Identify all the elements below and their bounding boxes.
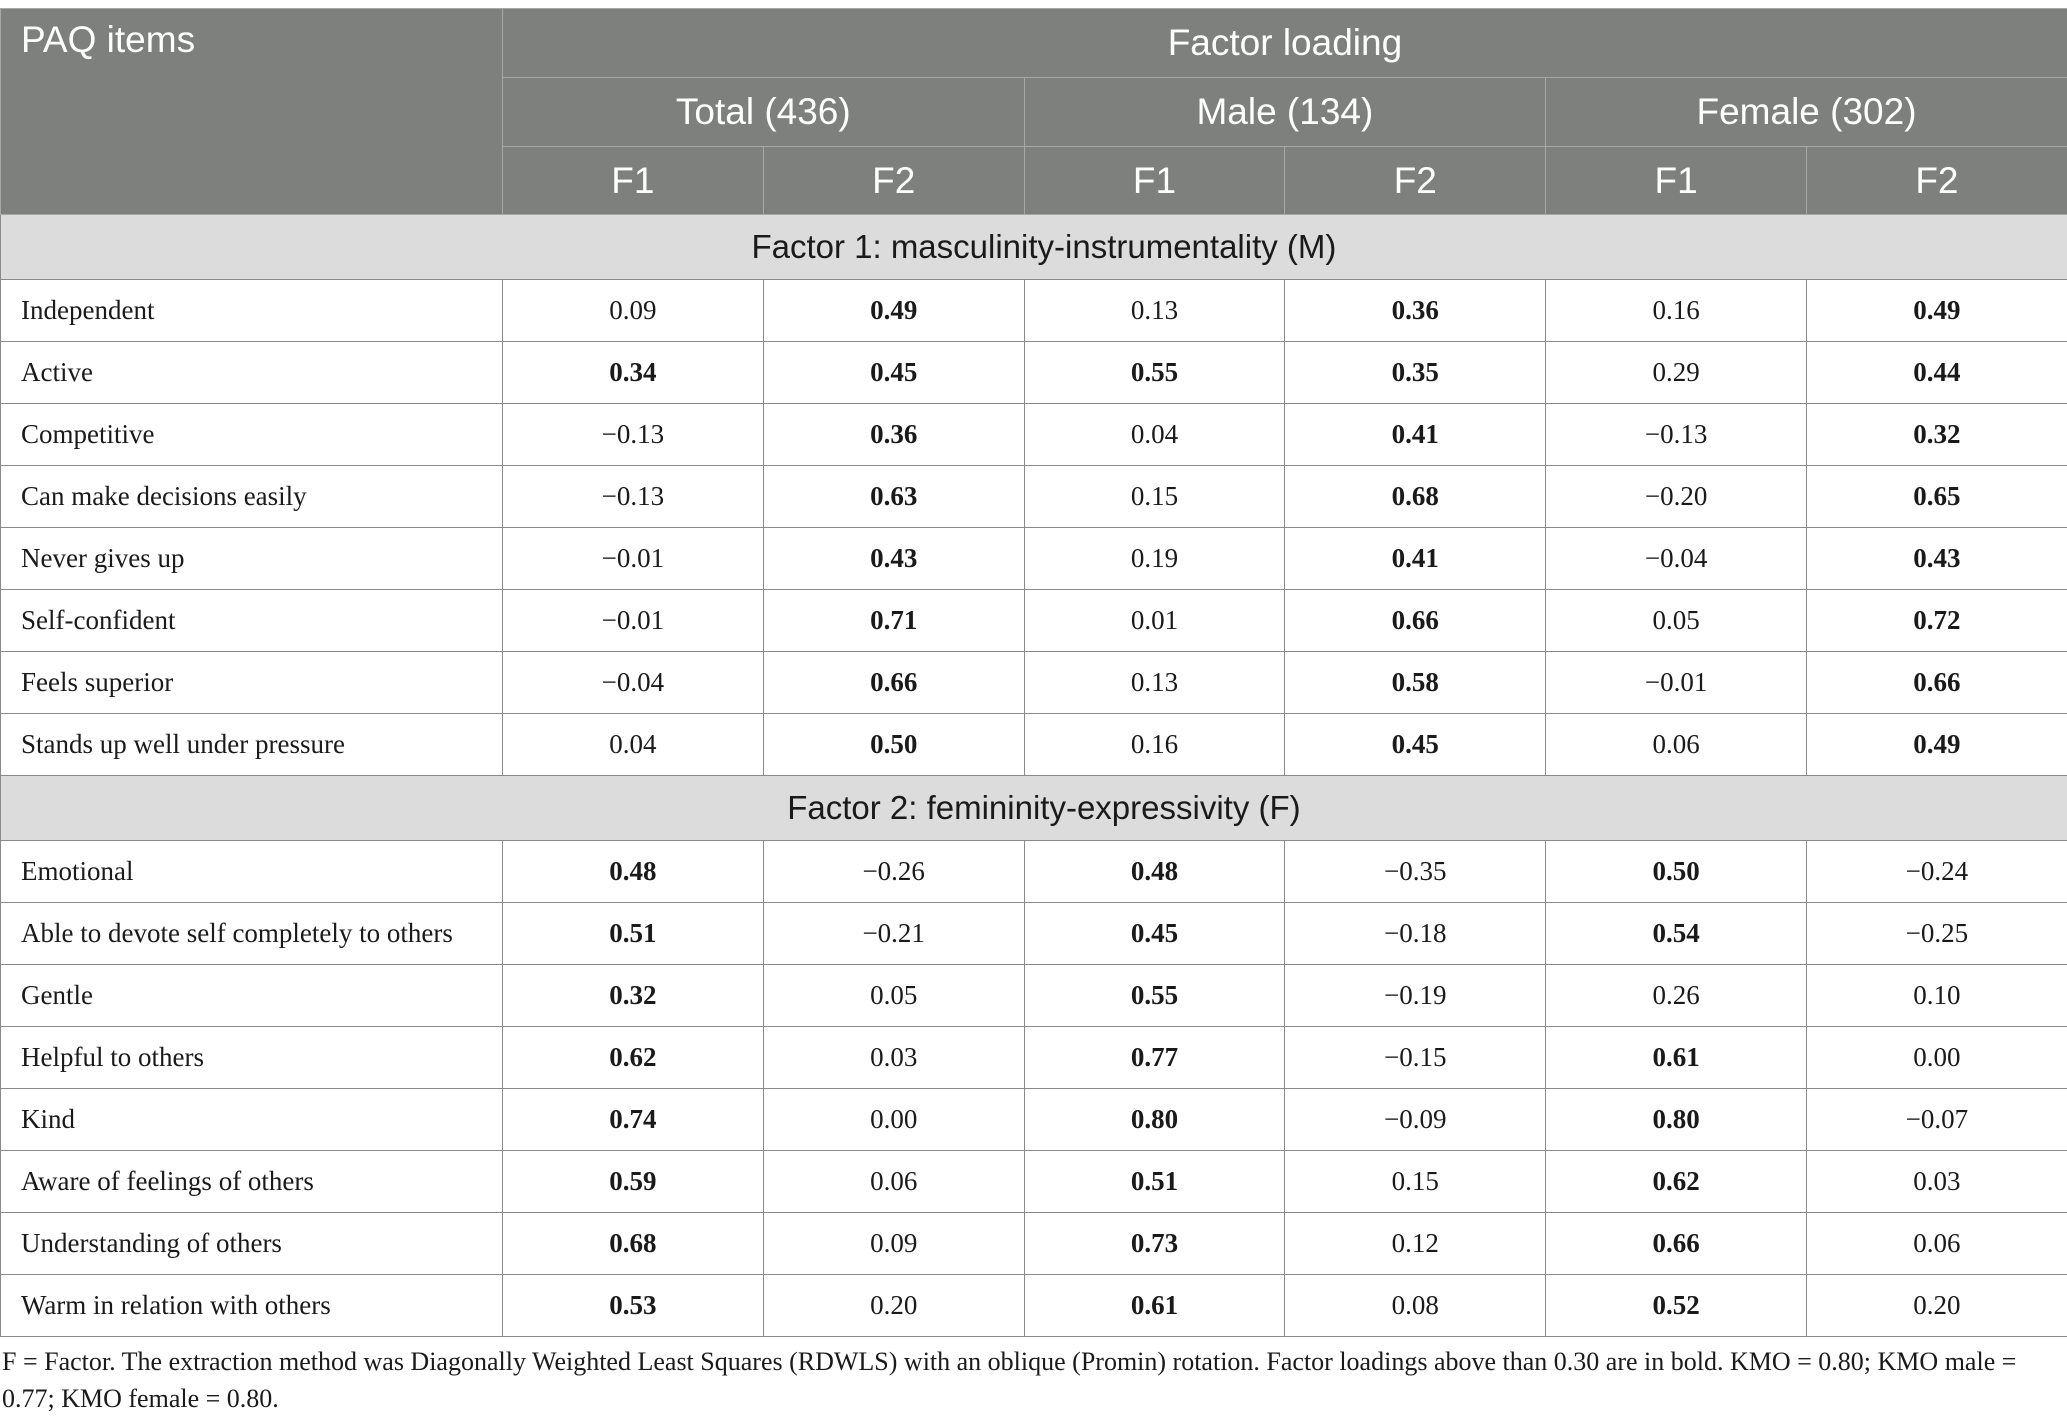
loading-cell: 0.12	[1285, 1213, 1546, 1275]
header-group-male: Male (134)	[1024, 78, 1546, 147]
loading-cell: −0.07	[1806, 1089, 2067, 1151]
item-label: Feels superior	[1, 652, 503, 714]
loading-cell: 0.45	[763, 342, 1024, 404]
loading-cell: −0.19	[1285, 965, 1546, 1027]
loading-cell: 0.19	[1024, 528, 1285, 590]
loading-cell: −0.26	[763, 841, 1024, 903]
loading-cell: 0.08	[1285, 1275, 1546, 1337]
loading-cell: 0.09	[503, 280, 764, 342]
section-title: Factor 1: masculinity-instrumentality (M)	[1, 215, 2067, 280]
item-label: Aware of feelings of others	[1, 1151, 503, 1213]
loading-cell: 0.44	[1806, 342, 2067, 404]
loading-cell: 0.35	[1285, 342, 1546, 404]
item-label: Warm in relation with others	[1, 1275, 503, 1337]
loading-cell: 0.16	[1546, 280, 1807, 342]
loading-cell: 0.45	[1024, 903, 1285, 965]
loading-cell: 0.36	[763, 404, 1024, 466]
loading-cell: 0.41	[1285, 404, 1546, 466]
table-row	[1, 466, 2067, 528]
table-row	[1, 1213, 2067, 1275]
loading-cell: −0.21	[763, 903, 1024, 965]
item-label: Independent	[1, 280, 503, 342]
loading-cell: −0.20	[1546, 466, 1807, 528]
table-row	[1, 841, 2067, 903]
loading-cell: 0.77	[1024, 1027, 1285, 1089]
item-label: Gentle	[1, 965, 503, 1027]
loading-cell: 0.61	[1546, 1027, 1807, 1089]
table-header	[1, 9, 2067, 215]
header-subcol: F2	[763, 147, 1024, 215]
table-row	[1, 965, 2067, 1027]
loading-cell: 0.66	[1546, 1213, 1807, 1275]
loading-cell: 0.48	[503, 841, 764, 903]
loading-cell: 0.00	[1806, 1027, 2067, 1089]
item-label: Emotional	[1, 841, 503, 903]
table-body	[1, 215, 2067, 1337]
item-label: Self-confident	[1, 590, 503, 652]
loading-cell: −0.01	[503, 590, 764, 652]
section-row	[1, 776, 2067, 841]
loading-cell: 0.04	[1024, 404, 1285, 466]
loading-cell: 0.10	[1806, 965, 2067, 1027]
loading-cell: 0.03	[1806, 1151, 2067, 1213]
header-factor-loading: Factor loading	[503, 9, 2067, 78]
loading-cell: 0.73	[1024, 1213, 1285, 1275]
loading-cell: 0.03	[763, 1027, 1024, 1089]
loading-cell: 0.63	[763, 466, 1024, 528]
section-title: Factor 2: femininity-expressivity (F)	[1, 776, 2067, 841]
loading-cell: 0.26	[1546, 965, 1807, 1027]
loading-cell: 0.68	[503, 1213, 764, 1275]
loading-cell: 0.58	[1285, 652, 1546, 714]
loading-cell: −0.35	[1285, 841, 1546, 903]
loading-cell: 0.66	[1285, 590, 1546, 652]
loading-cell: 0.32	[1806, 404, 2067, 466]
loading-cell: −0.13	[503, 404, 764, 466]
loading-cell: −0.13	[1546, 404, 1807, 466]
loading-cell: 0.49	[1806, 714, 2067, 776]
loading-cell: 0.05	[763, 965, 1024, 1027]
table-row	[1, 903, 2067, 965]
loading-cell: 0.20	[1806, 1275, 2067, 1337]
loading-cell: 0.01	[1024, 590, 1285, 652]
item-label: Understanding of others	[1, 1213, 503, 1275]
item-label: Never gives up	[1, 528, 503, 590]
loading-cell: 0.29	[1546, 342, 1807, 404]
loading-cell: 0.20	[763, 1275, 1024, 1337]
loading-cell: 0.41	[1285, 528, 1546, 590]
loading-cell: 0.59	[503, 1151, 764, 1213]
loading-cell: 0.61	[1024, 1275, 1285, 1337]
table-container	[0, 8, 2067, 1417]
loading-cell: 0.55	[1024, 965, 1285, 1027]
loading-cell: −0.04	[503, 652, 764, 714]
loading-cell: 0.15	[1285, 1151, 1546, 1213]
loading-cell: 0.06	[1546, 714, 1807, 776]
loading-cell: 0.06	[1806, 1213, 2067, 1275]
loading-cell: 0.51	[503, 903, 764, 965]
loading-cell: 0.45	[1285, 714, 1546, 776]
header-subcol: F2	[1285, 147, 1546, 215]
loading-cell: 0.66	[1806, 652, 2067, 714]
loading-cell: 0.48	[1024, 841, 1285, 903]
table-row	[1, 652, 2067, 714]
header-subcol: F2	[1806, 147, 2067, 215]
loading-cell: 0.06	[763, 1151, 1024, 1213]
table-row	[1, 1151, 2067, 1213]
loading-cell: 0.36	[1285, 280, 1546, 342]
loading-cell: −0.15	[1285, 1027, 1546, 1089]
table-row	[1, 342, 2067, 404]
table-row	[1, 1275, 2067, 1337]
loading-cell: −0.01	[1546, 652, 1807, 714]
table-row	[1, 1027, 2067, 1089]
loading-cell: −0.24	[1806, 841, 2067, 903]
header-subcol: F1	[1546, 147, 1807, 215]
loading-cell: 0.55	[1024, 342, 1285, 404]
loading-cell: 0.13	[1024, 652, 1285, 714]
loading-cell: 0.16	[1024, 714, 1285, 776]
loading-cell: 0.04	[503, 714, 764, 776]
loading-cell: 0.43	[763, 528, 1024, 590]
loading-cell: 0.54	[1546, 903, 1807, 965]
loading-cell: −0.13	[503, 466, 764, 528]
loading-cell: 0.62	[503, 1027, 764, 1089]
loading-cell: 0.49	[1806, 280, 2067, 342]
loading-cell: 0.65	[1806, 466, 2067, 528]
loading-cell: −0.25	[1806, 903, 2067, 965]
loading-cell: 0.00	[763, 1089, 1024, 1151]
table-footnote: F = Factor. The extraction method was Diagonally Weighted Least Squares (RDWLS) with an oblique (Promin) rotation. Factor loadings above than 0.30 are in bold. KMO = 0.80; KMO male = 0.77; KMO female = 0.80.	[2, 1347, 2017, 1413]
item-label: Active	[1, 342, 503, 404]
section-row	[1, 215, 2067, 280]
loading-cell: 0.68	[1285, 466, 1546, 528]
header-subcol: F1	[1024, 147, 1285, 215]
loading-cell: 0.43	[1806, 528, 2067, 590]
table-row	[1, 714, 2067, 776]
item-label: Helpful to others	[1, 1027, 503, 1089]
table-row	[1, 404, 2067, 466]
loading-cell: −0.04	[1546, 528, 1807, 590]
item-label: Kind	[1, 1089, 503, 1151]
header-paq-items: PAQ items	[1, 9, 503, 215]
loading-cell: 0.66	[763, 652, 1024, 714]
loading-cell: 0.15	[1024, 466, 1285, 528]
header-group-total: Total (436)	[503, 78, 1025, 147]
item-label: Stands up well under pressure	[1, 714, 503, 776]
loading-cell: 0.52	[1546, 1275, 1807, 1337]
table-row	[1, 280, 2067, 342]
table-row	[1, 590, 2067, 652]
loading-cell: 0.09	[763, 1213, 1024, 1275]
loading-cell: 0.80	[1024, 1089, 1285, 1151]
loading-cell: 0.32	[503, 965, 764, 1027]
loading-cell: −0.09	[1285, 1089, 1546, 1151]
loading-cell: 0.80	[1546, 1089, 1807, 1151]
loading-cell: 0.71	[763, 590, 1024, 652]
loading-cell: 0.50	[763, 714, 1024, 776]
loading-cell: 0.72	[1806, 590, 2067, 652]
item-label: Can make decisions easily	[1, 466, 503, 528]
item-label: Competitive	[1, 404, 503, 466]
loading-cell: 0.74	[503, 1089, 764, 1151]
loading-cell: 0.05	[1546, 590, 1807, 652]
item-label: Able to devote self completely to others	[1, 903, 503, 965]
loading-cell: 0.13	[1024, 280, 1285, 342]
header-group-female: Female (302)	[1546, 78, 2067, 147]
table-row	[1, 1089, 2067, 1151]
loading-cell: 0.51	[1024, 1151, 1285, 1213]
header-subcol: F1	[503, 147, 764, 215]
loading-cell: −0.18	[1285, 903, 1546, 965]
loading-cell: 0.62	[1546, 1151, 1807, 1213]
loading-cell: 0.50	[1546, 841, 1807, 903]
loading-cell: 0.34	[503, 342, 764, 404]
factor-loading-table	[0, 8, 2067, 1337]
table-row	[1, 528, 2067, 590]
loading-cell: −0.01	[503, 528, 764, 590]
loading-cell: 0.53	[503, 1275, 764, 1337]
loading-cell: 0.49	[763, 280, 1024, 342]
